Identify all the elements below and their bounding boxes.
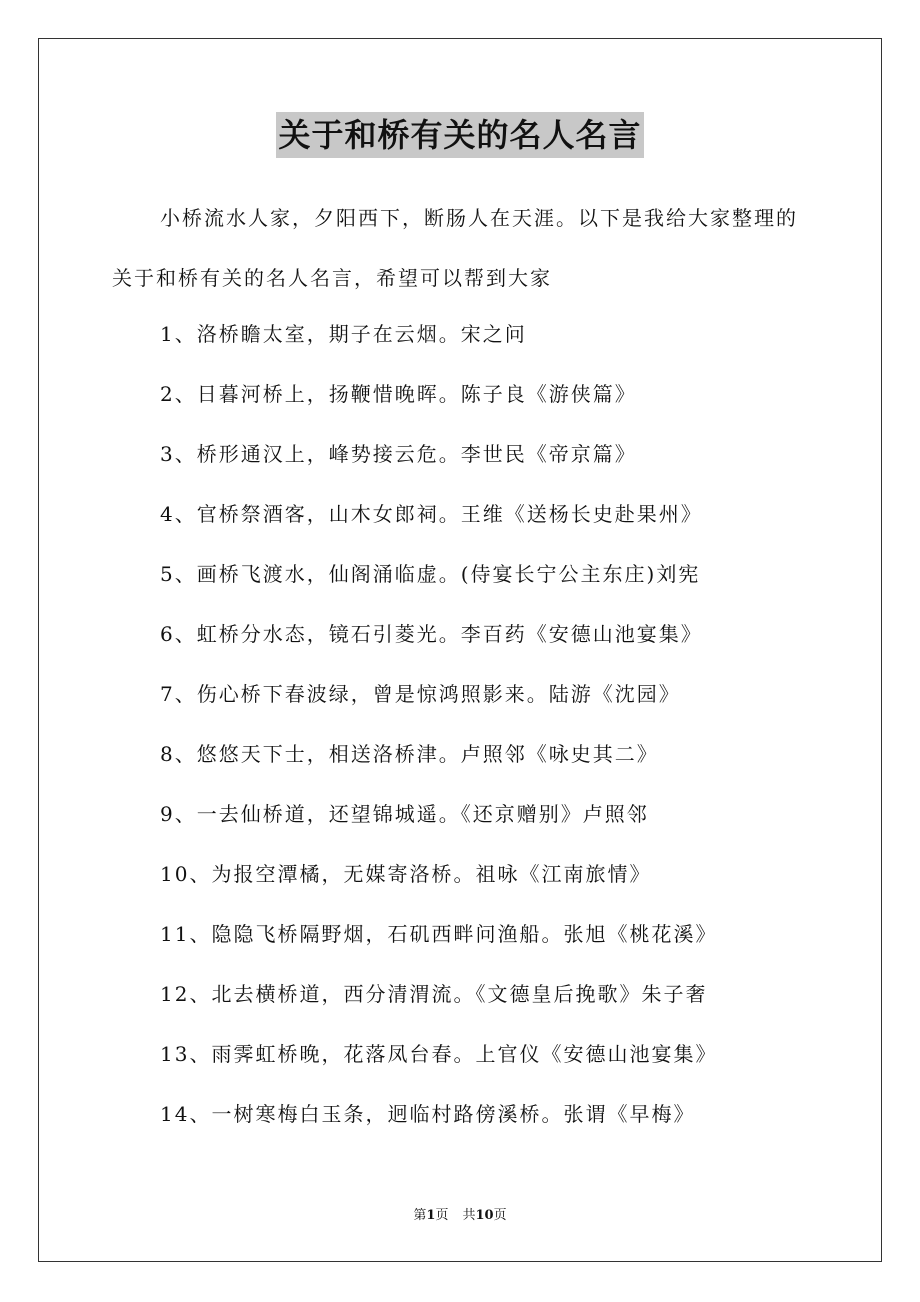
footer-page-number: 1: [426, 1208, 436, 1223]
quote-item-4: 4、官桥祭酒客，山木女郎祠。王维《送杨长史赴果州》: [160, 502, 703, 526]
footer-total-suffix: 页: [493, 1208, 507, 1223]
quote-item-2: 2、日暮河桥上，扬鞭惜晚晖。陈子良《游侠篇》: [160, 382, 637, 406]
quote-item-6: 6、虹桥分水态，镜石引菱光。李百药《安德山池宴集》: [160, 622, 703, 646]
quote-item-1: 1、洛桥瞻太室，期子在云烟。宋之问: [160, 322, 527, 346]
quote-item-3: 3、桥形通汉上，峰势接云危。李世民《帝京篇》: [160, 442, 637, 466]
quote-item-7: 7、伤心桥下春波绿，曾是惊鸿照影来。陆游《沈园》: [160, 682, 681, 706]
quote-item-8: 8、悠悠天下士，相送洛桥津。卢照邻《咏史其二》: [160, 742, 659, 766]
footer-total-prefix: 共: [462, 1208, 476, 1223]
page-footer: [0, 1206, 920, 1226]
footer-page-suffix: 页: [435, 1208, 449, 1223]
footer-page-prefix: 第: [413, 1208, 427, 1223]
quote-item-9: 9、一去仙桥道，还望锦城遥。《还京赠别》卢照邻: [160, 802, 649, 826]
quote-item-13: 13、雨霁虹桥晚，花落凤台春。上官仪《安德山池宴集》: [160, 1042, 718, 1066]
quote-item-14: 14、一树寒梅白玉条，迥临村路傍溪桥。张谓《早梅》: [160, 1102, 696, 1126]
footer-total-pages: 10: [475, 1208, 494, 1223]
quote-item-11: 11、隐隐飞桥隔野烟，石矶西畔问渔船。张旭《桃花溪》: [160, 922, 718, 946]
document-title: 关于和桥有关的名人名言: [276, 112, 643, 158]
quote-item-5: 5、画桥飞渡水，仙阁涌临虚。(侍宴长宁公主东庄)刘宪: [160, 562, 701, 586]
quote-list: [160, 304, 717, 1144]
document-title-container: [0, 112, 920, 158]
quote-item-12: 12、北去横桥道，西分清渭流。《文德皇后挽歌》朱子奢: [160, 982, 708, 1006]
intro-paragraph: 小桥流水人家，夕阳西下，断肠人在天涯。以下是我给大家整理的关于和桥有关的名人名言，希望可以帮到大家: [112, 206, 798, 290]
quote-item-10: 10、为报空潭橘，无媒寄洛桥。祖咏《江南旅情》: [160, 862, 652, 886]
